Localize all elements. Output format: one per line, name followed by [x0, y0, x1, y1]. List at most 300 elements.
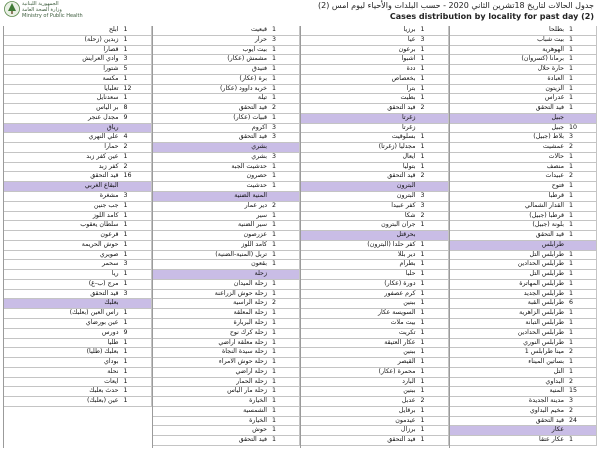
- locality-name: فيد التحقق: [535, 104, 564, 112]
- table-row: [450, 358, 598, 368]
- table-row: [153, 163, 301, 173]
- locality-name: عيدمون: [395, 416, 416, 424]
- case-count: 1: [122, 270, 152, 279]
- table-row: [4, 85, 152, 95]
- case-count: 3: [419, 202, 449, 211]
- locality-name: بر الياس: [96, 104, 119, 112]
- case-count: [122, 299, 152, 308]
- table-row: [450, 153, 598, 163]
- case-count: 2: [122, 163, 152, 172]
- locality-name: المنية الضنية: [234, 192, 267, 200]
- locality-name: ببنين: [403, 387, 416, 395]
- case-count: 1: [270, 407, 300, 416]
- table-row: [301, 46, 449, 56]
- table-row: [301, 202, 449, 212]
- locality-name: كرم عصفور: [384, 289, 416, 297]
- case-count: 3: [122, 55, 152, 64]
- case-count: 1: [270, 182, 300, 191]
- case-count: 1: [270, 426, 300, 435]
- locality-name: قرطبا: [548, 192, 564, 200]
- locality-name: بحرقتل: [396, 231, 416, 239]
- locality-name: فيد التحقق: [238, 104, 267, 112]
- locality-name: زحلة: [254, 270, 267, 278]
- table-row: [450, 290, 598, 300]
- table-row: [153, 387, 301, 397]
- case-count: 1: [419, 94, 449, 103]
- table-row: [301, 280, 449, 290]
- case-count: 1: [419, 241, 449, 250]
- case-count: 2: [270, 104, 300, 113]
- case-count: 1: [270, 417, 300, 426]
- case-count: 1: [122, 339, 152, 348]
- case-count: 2: [567, 378, 597, 387]
- table-row: [4, 387, 152, 397]
- case-count: 1: [567, 26, 597, 35]
- case-count: 1: [122, 358, 152, 367]
- locality-name: برعون: [398, 45, 416, 53]
- locality-name: ددة: [406, 65, 416, 73]
- table-row: [4, 319, 152, 329]
- table-row: [153, 397, 301, 407]
- table-row: [153, 378, 301, 388]
- locality-name: شكا: [404, 211, 416, 219]
- table-row: [301, 192, 449, 202]
- locality-name: زحلة الراسية: [233, 299, 267, 307]
- table-row: [4, 348, 152, 358]
- case-count: 9: [122, 329, 152, 338]
- locality-name: كفر زبد: [98, 162, 119, 170]
- locality-name: الشمسية: [243, 406, 267, 414]
- locality-name: عين بورضاي: [85, 318, 119, 326]
- table-row: [301, 153, 449, 163]
- case-count: 1: [419, 270, 449, 279]
- case-count: 1: [567, 55, 597, 64]
- locality-name: كامد اللوز: [92, 211, 119, 219]
- locality-name: علي النهري: [88, 133, 119, 141]
- case-count: 1: [567, 290, 597, 299]
- table-column: [152, 26, 301, 448]
- table-row: [450, 94, 598, 104]
- locality-name: البترون: [396, 182, 416, 190]
- case-count: 3: [122, 192, 152, 201]
- table-row: [153, 368, 301, 378]
- case-count: 1: [122, 46, 152, 55]
- case-count: 1: [567, 36, 597, 45]
- table-row: [301, 299, 449, 309]
- table-row: [450, 104, 598, 114]
- case-count: 1: [122, 212, 152, 221]
- locality-name: حارة حلال: [537, 65, 564, 73]
- locality-name: زحلة أراضي: [235, 367, 267, 375]
- case-count: 1: [270, 55, 300, 64]
- locality-name: حمارا: [104, 143, 119, 151]
- locality-name: قصارا: [103, 45, 119, 53]
- case-count: 24: [567, 417, 597, 426]
- locality-name: زحلة مار الياس: [227, 387, 267, 395]
- case-count: 1: [122, 202, 152, 211]
- table-row: [153, 114, 301, 124]
- locality-name: سعدنايل: [96, 94, 119, 102]
- table-row: [301, 241, 449, 251]
- case-count: [122, 124, 152, 133]
- case-count: 1: [122, 26, 152, 35]
- locality-name: بعلبك (طليا): [86, 348, 119, 356]
- case-count: 2: [567, 348, 597, 357]
- table-row: [450, 85, 598, 95]
- table-row: [4, 290, 152, 300]
- logo-text-line3: Ministry of Public Health: [22, 13, 83, 19]
- case-count: 1: [419, 378, 449, 387]
- locality-name: برمانا (كسروان): [521, 55, 564, 63]
- case-count: 1: [419, 251, 449, 260]
- case-count: 1: [567, 94, 597, 103]
- case-count: 1: [419, 221, 449, 230]
- table-row: [450, 172, 598, 182]
- region-header-row: [450, 114, 598, 124]
- case-count: 1: [270, 172, 300, 181]
- table-row: [301, 104, 449, 114]
- table-row: [153, 153, 301, 163]
- table-row: [153, 46, 301, 56]
- case-count: 1: [270, 163, 300, 172]
- locality-name: ببنين: [403, 348, 416, 356]
- case-count: 1: [122, 75, 152, 84]
- case-count: 1: [419, 290, 449, 299]
- locality-name: بلاط (جبيل): [533, 133, 564, 141]
- case-count: 2: [419, 104, 449, 113]
- locality-name: فيد التحقق: [387, 104, 416, 112]
- case-count: 1: [419, 348, 449, 357]
- logo-text-line2: وزارة الصحة العامة: [22, 7, 62, 13]
- case-count: 1: [567, 212, 597, 221]
- table-row: [301, 212, 449, 222]
- locality-name: دورس: [101, 328, 119, 336]
- case-count: [419, 182, 449, 191]
- case-count: 1: [122, 231, 152, 240]
- table-row: [153, 251, 301, 261]
- case-count: 1: [567, 309, 597, 318]
- case-count: 3: [567, 397, 597, 406]
- locality-name: زحلة المعلقة: [233, 309, 267, 317]
- case-count: 1: [567, 260, 597, 269]
- case-count: 1: [270, 260, 300, 269]
- case-count: 5: [122, 65, 152, 74]
- case-count: 1: [419, 309, 449, 318]
- locality-name: بسلوقيت: [391, 133, 416, 141]
- table-row: [450, 299, 598, 309]
- case-count: 3: [567, 133, 597, 142]
- locality-name: طرابلس الجديد: [523, 289, 564, 297]
- table-row: [153, 329, 301, 339]
- case-count: 3: [419, 36, 449, 45]
- locality-name: الخيارة: [249, 416, 267, 424]
- case-count: 1: [567, 85, 597, 94]
- table-row: [4, 36, 152, 46]
- case-count: 1: [419, 358, 449, 367]
- region-header-row: [301, 231, 449, 241]
- locality-name: رياق: [106, 123, 119, 131]
- table-row: [4, 339, 152, 349]
- table-row: [4, 172, 152, 182]
- case-count: 6: [567, 299, 597, 308]
- locality-name: سير: [256, 211, 267, 219]
- table-row: [153, 85, 301, 95]
- region-header-row: [4, 124, 152, 134]
- locality-name: مكسة: [102, 74, 119, 82]
- region-header-row: [450, 426, 598, 436]
- table-row: [4, 329, 152, 339]
- case-count: 1: [419, 339, 449, 348]
- table-row: [4, 358, 152, 368]
- table-row: [450, 260, 598, 270]
- locality-name: مينا طرابلس 1: [524, 348, 564, 356]
- table-row: [4, 26, 152, 36]
- case-count: 3: [122, 260, 152, 269]
- case-count: 15: [567, 387, 597, 396]
- case-count: [419, 124, 449, 133]
- case-count: 1: [419, 143, 449, 152]
- locality-name: دورة (عكار): [384, 279, 416, 287]
- locality-name: قبعيت: [250, 26, 267, 33]
- locality-name: عكار عتقا: [539, 436, 564, 444]
- case-count: 2: [567, 172, 597, 181]
- table-row: [4, 212, 152, 222]
- locality-name: عبيدات: [545, 172, 564, 180]
- locality-name: السويسة عكار: [378, 309, 416, 317]
- table-row: [450, 231, 598, 241]
- table-row: [153, 182, 301, 192]
- table-column: [300, 26, 449, 448]
- case-count: 1: [419, 426, 449, 435]
- case-count: 1: [122, 309, 152, 318]
- locality-name: عين (بعلبك): [87, 397, 119, 405]
- case-count: 1: [567, 368, 597, 377]
- locality-name: زبدين (زحلة): [84, 35, 119, 43]
- case-count: 1: [270, 329, 300, 338]
- table-row: [301, 221, 449, 231]
- table-row: [450, 75, 598, 85]
- table-row: [153, 426, 301, 436]
- locality-name: حوش: [252, 426, 267, 434]
- table-row: [450, 280, 598, 290]
- region-header-row: [450, 241, 598, 251]
- cedar-emblem-icon: [4, 1, 20, 17]
- case-count: 1: [419, 46, 449, 55]
- table-row: [450, 339, 598, 349]
- table-row: [4, 133, 152, 143]
- table-row: [153, 260, 301, 270]
- case-count: 8: [122, 104, 152, 113]
- table-row: [450, 387, 598, 397]
- table-row: [450, 270, 598, 280]
- locality-name: تيلة: [257, 94, 267, 102]
- case-count: 1: [419, 75, 449, 84]
- table-row: [153, 231, 301, 241]
- table-row: [450, 212, 598, 222]
- table-row: [153, 124, 301, 134]
- case-count: 1: [122, 397, 152, 406]
- case-count: 1: [567, 163, 597, 172]
- locality-name: المنية: [549, 387, 564, 395]
- locality-name: وادي العرايش: [82, 55, 119, 63]
- locality-name: الخيارة: [249, 397, 267, 405]
- case-count: [419, 231, 449, 240]
- locality-name: حدشيت: [246, 182, 267, 190]
- table-row: [301, 36, 449, 46]
- case-count: 1: [122, 36, 152, 45]
- case-count: [270, 192, 300, 201]
- table-row: [4, 378, 152, 388]
- locality-name: غدراس: [544, 94, 564, 102]
- table-row: [153, 299, 301, 309]
- table-row: [450, 46, 598, 56]
- case-count: 1: [270, 309, 300, 318]
- locality-name: جبيل: [551, 123, 564, 131]
- case-count: 1: [122, 378, 152, 387]
- table-row: [450, 26, 598, 36]
- locality-name: قيد التحقق: [535, 416, 564, 424]
- case-count: [270, 270, 300, 279]
- case-count: 1: [270, 378, 300, 387]
- case-count: 1: [270, 241, 300, 250]
- case-count: 3: [270, 133, 300, 142]
- locality-name: دير عمار: [244, 201, 267, 209]
- case-count: 1: [419, 299, 449, 308]
- locality-name: تكريت: [398, 328, 416, 336]
- case-count: 2: [270, 299, 300, 308]
- locality-name: طرابلس القبة: [527, 299, 564, 307]
- case-count: 1: [567, 280, 597, 289]
- locality-name: بطرام: [399, 260, 416, 268]
- table-row: [153, 133, 301, 143]
- locality-name: زحلة حوش الزراعنة: [214, 289, 267, 297]
- table-row: [301, 163, 449, 173]
- table-row: [153, 172, 301, 182]
- case-count: 1: [122, 94, 152, 103]
- table-row: [301, 85, 449, 95]
- table-column: [3, 26, 152, 448]
- table-row: [4, 251, 152, 261]
- case-count: 1: [122, 221, 152, 230]
- case-count: [270, 143, 300, 152]
- page-header: [0, 0, 600, 26]
- table-row: [4, 104, 152, 114]
- locality-name: قيد التحقق: [387, 172, 416, 180]
- case-count: 1: [567, 192, 597, 201]
- case-count: 1: [419, 436, 449, 445]
- locality-name: فيد التحقق: [387, 436, 416, 444]
- table-row: [301, 270, 449, 280]
- table-row: [153, 309, 301, 319]
- locality-name: تربل (المنية-الضنية): [215, 250, 267, 258]
- case-count: 1: [567, 358, 597, 367]
- locality-name: محمرة (عكار): [378, 367, 416, 375]
- table-row: [301, 290, 449, 300]
- locality-name: كفر حلدا (البترون): [367, 240, 416, 248]
- locality-name: الهوهرية: [542, 45, 564, 53]
- locality-name: حدشيت الجبة: [231, 162, 267, 170]
- case-count: 1: [419, 55, 449, 64]
- case-count: 1: [567, 46, 597, 55]
- case-count: 1: [567, 339, 597, 348]
- table-row: [153, 407, 301, 417]
- case-count: 1: [270, 290, 300, 299]
- table-row: [4, 280, 152, 290]
- locality-name: ببنين: [403, 299, 416, 307]
- locality-name: طرابلس الحدادين: [517, 328, 564, 336]
- locality-name: برزيا: [403, 26, 416, 33]
- case-count: 1: [567, 221, 597, 230]
- locality-name: عزرصون: [243, 231, 267, 239]
- case-count: 1: [419, 319, 449, 328]
- case-count: 1: [270, 85, 300, 94]
- locality-name: ايعال: [402, 152, 416, 160]
- table-row: [450, 202, 598, 212]
- table-row: [4, 114, 152, 124]
- table-row: [450, 133, 598, 143]
- table-row: [153, 94, 301, 104]
- table-row: [450, 36, 598, 46]
- locality-name: طليا: [107, 338, 119, 346]
- table-row: [301, 387, 449, 397]
- table-row: [4, 55, 152, 65]
- case-count: 1: [419, 280, 449, 289]
- case-count: 3: [419, 192, 449, 201]
- table-row: [450, 309, 598, 319]
- table-row: [450, 65, 598, 75]
- table-row: [301, 251, 449, 261]
- case-count: 16: [122, 172, 152, 181]
- locality-name: قرعون: [100, 231, 119, 239]
- case-count: 1: [567, 329, 597, 338]
- locality-name: عيا: [407, 35, 416, 43]
- cases-table: [3, 26, 597, 448]
- locality-name: طرابلس: [541, 240, 564, 248]
- locality-name: القدار الشمالي: [525, 201, 564, 209]
- locality-name: زغرتا: [402, 113, 416, 121]
- locality-name: قيد التحقق: [535, 231, 564, 239]
- table-row: [450, 417, 598, 427]
- locality-name: الزيتون: [545, 84, 564, 92]
- region-header-row: [4, 182, 152, 192]
- locality-name: حرار: [254, 35, 267, 43]
- locality-name: خربة داوود (عكار): [219, 84, 267, 92]
- locality-name: بتوليا: [402, 162, 416, 170]
- table-row: [4, 260, 152, 270]
- table-row: [301, 339, 449, 349]
- case-count: 3: [270, 124, 300, 133]
- table-row: [301, 260, 449, 270]
- locality-name: زحلة معلقة أراضي: [218, 338, 267, 346]
- table-row: [450, 55, 598, 65]
- locality-name: مخيم البداوي: [529, 406, 564, 414]
- table-row: [301, 358, 449, 368]
- locality-name: كفر عبيدا: [391, 201, 416, 209]
- case-count: 1: [122, 348, 152, 357]
- table-row: [4, 270, 152, 280]
- case-count: 1: [122, 280, 152, 289]
- case-count: 1: [270, 368, 300, 377]
- locality-name: سحمر: [102, 260, 119, 268]
- case-count: 1: [419, 260, 449, 269]
- locality-name: زحلة سيدة النجاة: [221, 348, 267, 356]
- case-count: 1: [419, 329, 449, 338]
- locality-name: طرابلس النوري: [523, 338, 564, 346]
- locality-name: صويري: [99, 250, 119, 258]
- locality-name: فيد التحقق: [238, 133, 267, 141]
- case-count: 1: [567, 231, 597, 240]
- table-row: [450, 368, 598, 378]
